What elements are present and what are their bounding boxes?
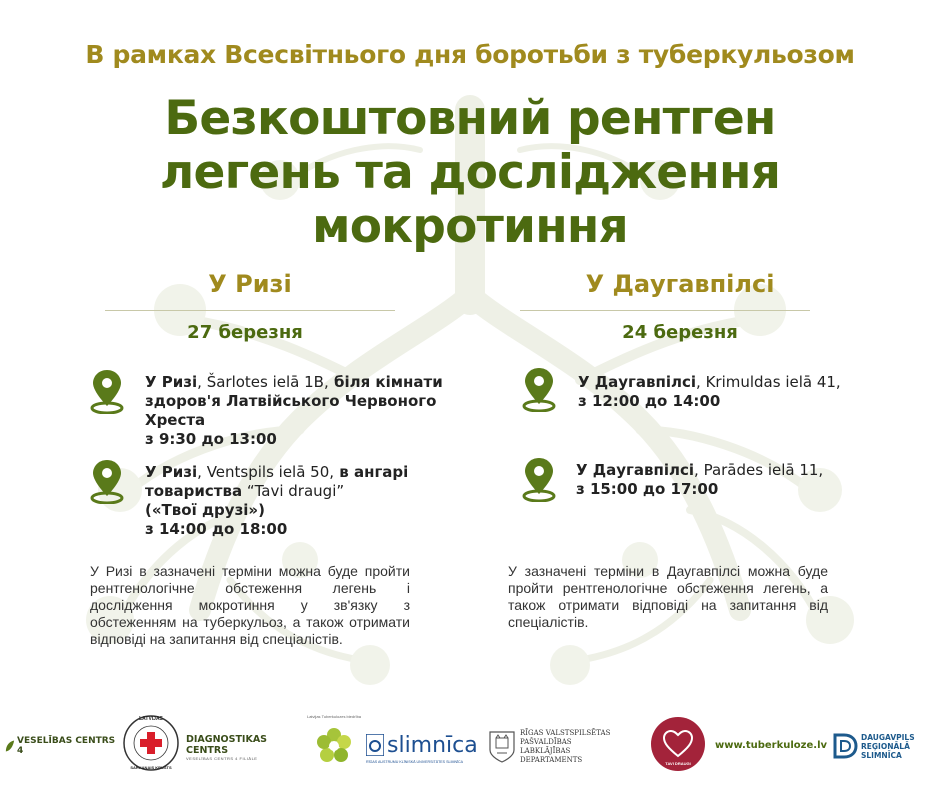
location-quote: “Tavi draugi” [242,482,345,500]
red-cross-bottom-text: SARKANAIS KRUSTS [130,765,172,770]
riga-welfare-logo [488,724,618,770]
location-address: , Krimuldas ielā 41, [696,373,841,391]
tavi-draugi-logo [650,716,706,772]
location-time: з 15:00 до 17:00 [576,480,719,498]
title-line: мокротиння [312,199,628,254]
hospital-name-line: DAUGAVPILS [861,732,915,742]
hospital-name-line: REĢIONĀLĀ [861,741,910,751]
veselibas-centrs-logo: VESELĪBAS CENTRS 4 [4,734,116,758]
location-time: з 14:00 до 18:00 [145,520,288,538]
slimnica-logo [366,726,482,770]
flower-icon [306,714,362,776]
location-address: , Ventspils ielā 50, [197,463,335,481]
location-pin-icon [522,456,556,502]
event-subtitle: В рамках Всесвітнього дня боротьби з туберкульозом [85,40,855,69]
location-time: з 12:00 до 14:00 [578,392,721,410]
slimnica-name: slimnīca [387,732,478,758]
date-riga: 27 березня [187,322,303,343]
location-address: , Parādes ielā 11, [694,461,824,479]
divider-daugavpils [520,310,810,311]
riga-dept-line: LABKLĀJĪBAS [520,747,571,755]
partner-logos [0,712,940,782]
location-time: з 9:30 до 13:00 [145,430,277,448]
tb-society-logo [306,714,362,776]
description-riga: У Ризі в зазначені терміни можна буде пройти рентгенологічне обстеження легень і дослідження мокротиння у зв'язку з обстеженням на туберкульоз, а також отримати відповіді на запитання від спеціалістів. [90,563,410,647]
location-riga-2 [145,463,475,539]
divider-riga [105,310,395,311]
location-address: , Šarlotes ielā 1B, [197,373,329,391]
page-title [100,92,840,254]
red-cross-top-text: LATVIJAS [139,716,163,722]
description-daugavpils: У зазначені терміни в Даугавпілсі можна буде пройти рентгенологічне обстеження легень, а також отримати відповіді на запитання від спеціалістів. [508,563,828,630]
location-pin-icon [90,458,124,504]
location-lead: У Ризі [145,463,198,481]
riga-dept-line: RĪGAS VALSTSPILSĒTAS [520,729,611,737]
city-heading-riga: У Ризі [208,270,292,298]
leaf-icon [4,739,15,753]
location-pin-icon [90,368,124,414]
location-lead: У Даугавпілсі [576,461,695,479]
title-line: легень та дослідження [159,145,781,200]
location-daugavpils-1 [578,373,868,411]
website-link[interactable] [716,736,826,754]
title-line: Безкоштовний рентген [164,91,776,146]
city-heading-daugavpils: У Даугавпілсі [585,270,775,298]
riga-dept-line: DEPARTAMENTS [520,756,583,764]
riga-coat-of-arms-icon [488,730,516,764]
tavi-draugi-text: TAVI DRAUGI [665,761,691,766]
daugavpils-hospital-logo [832,724,938,768]
website-url[interactable]: www.tuberkuloze.lv [714,739,828,751]
red-cross-logo [122,714,180,772]
diagnostikas-centrs-logo: DIAGNOSTIKAS CENTRS VESELĪBAS CENTRS 4 FILIĀLE [186,733,268,761]
location-lead: У Даугавпілсі [578,373,697,391]
location-daugavpils-2 [576,461,866,499]
d-letter-icon [832,732,858,760]
riga-dept-line: PAŠVALDĪBAS [520,738,572,746]
date-daugavpils: 24 березня [622,322,738,343]
location-riga-1 [145,373,475,449]
location-quote-ua: («Твої друзі») [145,501,265,519]
location-lead: У Ризі [145,373,198,391]
red-cross-icon [122,714,180,772]
hospital-name-line: SLIMNĪCA [861,750,902,760]
location-details: в ангарі товариства [145,463,409,500]
location-pin-icon [522,366,556,412]
location-details: біля кімнати здоров'я Латвійського Червоного Хреста [145,373,443,429]
slimnica-subtitle: RĪGAS AUSTRUMU KLĪNISKĀ UNIVERSITĀTES SLIMNĪCA [366,759,464,764]
a-letter-icon [366,734,384,756]
tb-society-text: Latvijas Tuberkulozes biedrība [306,714,362,719]
diagnostikas-subtitle: VESELĪBAS CENTRS 4 FILIĀLE [186,755,258,761]
